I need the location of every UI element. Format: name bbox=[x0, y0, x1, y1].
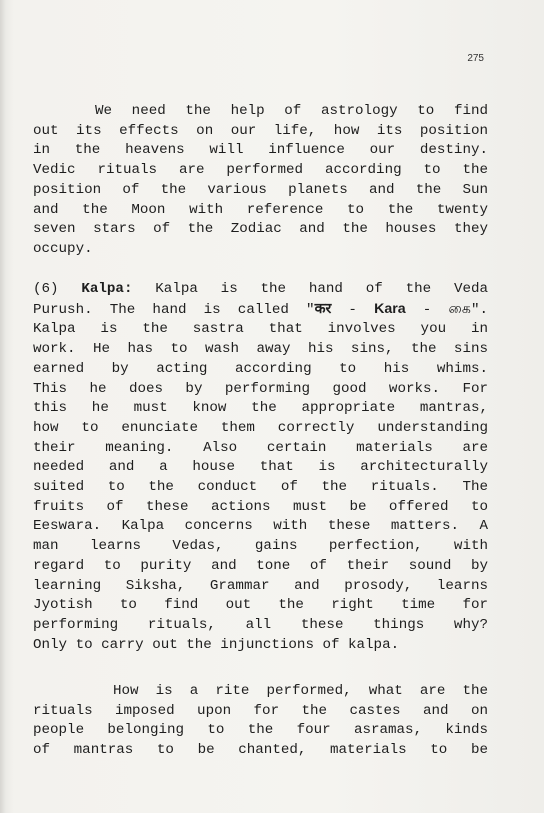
text-line: learning Siksha, Grammar and prosody, learns bbox=[33, 577, 488, 594]
text-line: in the heavens will influence our destiny. bbox=[33, 142, 488, 159]
text-line: regard to purity and tone of their sound by bbox=[33, 557, 488, 574]
text-line: seven stars of the Zodiac and the houses they bbox=[33, 221, 488, 238]
text-fragment: - bbox=[331, 301, 375, 318]
kara-word: Kara bbox=[374, 300, 406, 317]
text-line: How is a rite performed, what are the bbox=[113, 683, 488, 699]
tamil-word: கை bbox=[448, 301, 471, 318]
page-binding-edge bbox=[0, 0, 6, 813]
text-fragment: Kalpa is the hand of the Veda bbox=[155, 281, 489, 297]
text-line: Jyotish to find out the right time for bbox=[33, 597, 488, 614]
text-line: man learns Vedas, gains perfection, with bbox=[33, 538, 488, 555]
text-line: how to enunciate them correctly understanding bbox=[33, 419, 488, 436]
kalpa-heading-line bbox=[33, 280, 488, 300]
text-line: We need the help of astrology to find bbox=[95, 103, 488, 119]
kara-line bbox=[33, 300, 488, 321]
text-line: occupy. bbox=[33, 240, 93, 257]
text-line: work. He has to wash away his sins, the sins bbox=[33, 341, 488, 358]
text-fragment: - bbox=[405, 301, 449, 318]
text-line: suited to the conduct of the rituals. The bbox=[33, 479, 488, 496]
text-line: needed and a house that is architecturally bbox=[33, 459, 488, 476]
text-line: This he does by performing good works. For bbox=[33, 380, 488, 397]
paragraph-astrology bbox=[33, 102, 488, 260]
text-line: of mantras to be chanted, materials to be bbox=[33, 742, 488, 759]
text-line: Only to carry out the injunctions of kalpa. bbox=[33, 636, 400, 653]
text-line: performing rituals, all these things why? bbox=[33, 616, 488, 633]
text-line: fruits of these actions must be offered to bbox=[33, 498, 488, 515]
text-line: Kalpa is the sastra that involves you in bbox=[33, 321, 488, 338]
text-line: rituals imposed upon for the castes and on bbox=[33, 702, 488, 719]
section-number: (6) bbox=[33, 281, 59, 297]
section-term: Kalpa: bbox=[81, 281, 133, 297]
text-line: Vedic rituals are performed according to the bbox=[33, 162, 488, 179]
devanagari-word: कर bbox=[314, 300, 332, 317]
text-line: their meaning. Also certain materials are bbox=[33, 439, 488, 456]
text-line: this he must know the appropriate mantras, bbox=[33, 400, 488, 417]
paragraph-rites bbox=[33, 682, 488, 761]
text-fragment: Purush. The hand is called " bbox=[33, 301, 315, 318]
page-number: 275 bbox=[467, 53, 484, 64]
text-line: position of the various planets and the Sun bbox=[33, 181, 488, 198]
text-line: earned by acting according to his whims. bbox=[33, 360, 488, 377]
text-line: and the Moon with reference to the twenty bbox=[33, 201, 488, 218]
text-line: people belonging to the four asramas, kinds bbox=[33, 722, 488, 739]
text-line: out its effects on our life, how its position bbox=[33, 122, 488, 139]
text-line: Eeswara. Kalpa concerns with these matters. A bbox=[33, 518, 488, 535]
text-fragment: ". bbox=[470, 301, 488, 318]
paragraph-kalpa bbox=[33, 280, 488, 655]
